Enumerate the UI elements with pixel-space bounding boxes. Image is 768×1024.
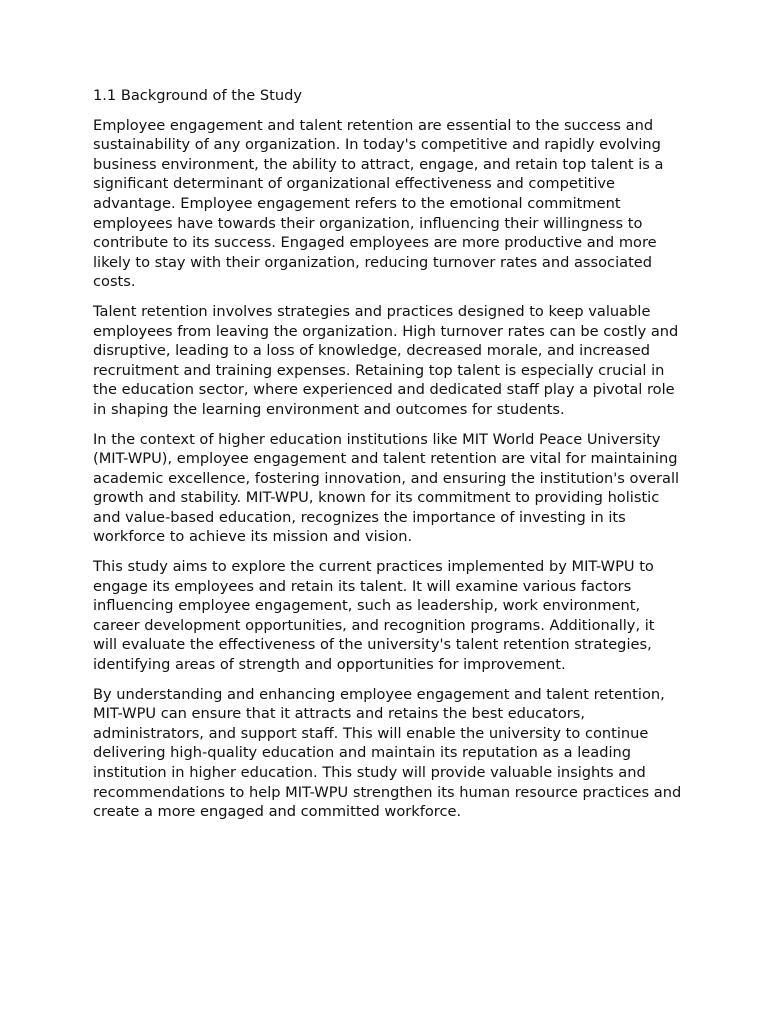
paragraph-2: Talent retention involves strategies and practices designed to keep valuable employees from leaving the organization. High turnover rates can be costly and disruptive, leading to a loss of knowledge, decreased morale, and increased recruitment and training expenses. Retaining top talent is especially crucial in the education sector, where experienced and dedicated staff play a pivotal role in shaping the learning environment and outcomes for students. [93,302,679,418]
paragraph-5: By understanding and enhancing employee engagement and talent retention, MIT-WPU can ensure that it attracts and retains the best educators, administrators, and support staff. This will enable the university to continue delivering high-quality education and maintain its reputation as a leading institution in higher education. This study will provide valuable insights and recommendations to help MIT-WPU strengthen its human resource practices and create a more engaged and committed workforce. [93,685,682,821]
paragraph-1: Employee engagement and talent retention are essential to the success and sustainability of any organization. In today's competitive and rapidly evolving business environment, the ability to attract, engage, and retain top talent is a significant determinant of organizational effectiveness and competitive advantage. Employee engagement refers to the emotional commitment employees have towards their organization, influencing their willingness to contribute to its success. Engaged employees are more productive and more likely to stay with their organization, reducing turnover rates and associated costs. [93,116,664,291]
document-page [93,86,683,832]
paragraph-3: In the context of higher education institutions like MIT World Peace University (MIT-WPU), employee engagement and talent retention are vital for maintaining academic excellence, fostering innovation, and ensuring the institution's overall growth and stability. MIT-WPU, known for its commitment to providing holistic and value-based education, recognizes the importance of investing in its workforce to achieve its mission and vision. [93,430,680,546]
section-heading: 1.1 Background of the Study [93,87,302,104]
paragraph-4: This study aims to explore the current practices implemented by MIT-WPU to engage its employees and retain its talent. It will examine various factors influencing employee engagement, such as leadership, work environment, career development opportunities, and recognition programs. Additionally, it will evaluate the effectiveness of the university's talent retention strategies, identifying areas of strength and opportunities for improvement. [93,558,655,674]
